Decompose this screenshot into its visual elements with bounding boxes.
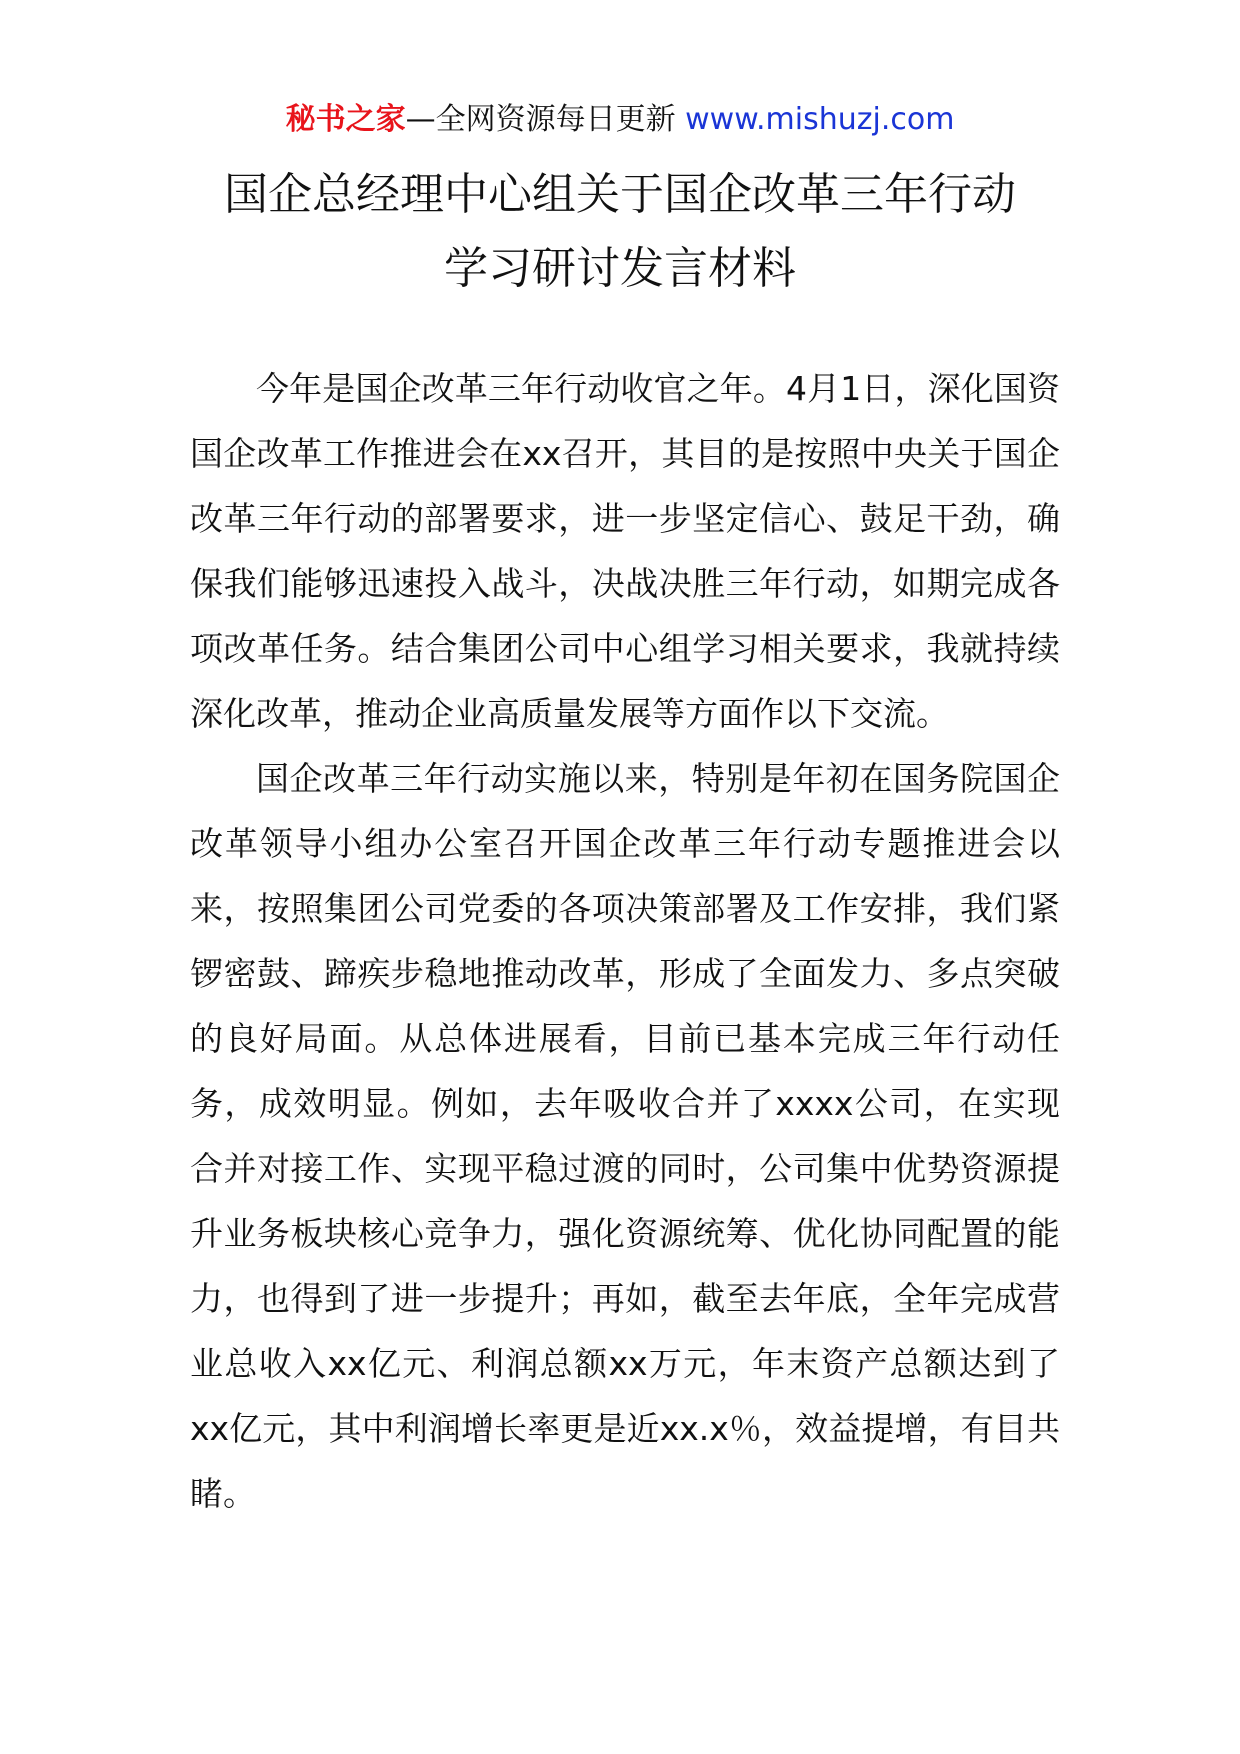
- document-title-line-2: 学习研讨发言材料: [444, 243, 796, 294]
- site-tagline: —全网资源每日更新: [405, 102, 676, 137]
- site-name: 秘书之家: [285, 102, 406, 137]
- document-body: [190, 356, 1060, 1526]
- site-header: [0, 100, 1240, 140]
- paragraph-2: 国企改革三年行动实施以来，特别是年初在国务院国企改革领导小组办公室召开国企改革三年行动专题推进会以来，按照集团公司党委的各项决策部署及工作安排，我们紧锣密鼓、蹄疾步稳地推动改革，形成了全面发力、多点突破的良好局面。从总体进展看，目前已基本完成三年行动任务，成效明显。例如，去年吸收合并了xxxx公司，在实现合并对接工作、实现平稳过渡的同时，公司集中优势资源提升业务板块核心竞争力，强化资源统筹、优化协同配置的能力，也得到了进一步提升；再如，截至去年底，全年完成营业总收入xx亿元、利润总额xx万元，年末资产总额达到了xx亿元，其中利润增长率更是近xx.x％，效益提增，有目共睹。: [190, 759, 1060, 1513]
- document-title-line-1: 国企总经理中心组关于国企改革三年行动: [224, 169, 1016, 220]
- document-title: [150, 158, 1090, 306]
- site-url-link[interactable]: www.mishuzj.com: [685, 102, 955, 137]
- paragraph-1: 今年是国企改革三年行动收官之年。4月1日，深化国资国企改革工作推进会在xx召开，其目的是按照中央关于国企改革三年行动的部署要求，进一步坚定信心、鼓足干劲，确保我们能够迅速投入战斗，决战决胜三年行动，如期完成各项改革任务。结合集团公司中心组学习相关要求，我就持续深化改革，推动企业高质量发展等方面作以下交流。: [190, 369, 1060, 733]
